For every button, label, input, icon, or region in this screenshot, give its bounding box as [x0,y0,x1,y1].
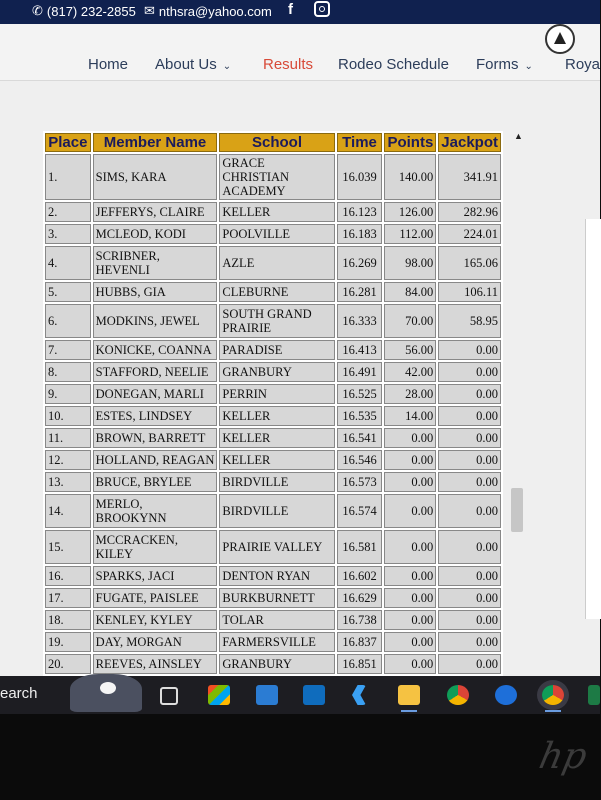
file-explorer-icon[interactable] [398,685,420,705]
cell-name: STAFFORD, NEELIE [93,362,218,382]
explorer-active-indicator [401,710,417,712]
cell-place: 19. [45,632,91,652]
cell-time: 16.281 [337,282,383,302]
cell-school: DENTON RYAN [219,566,334,586]
table-row [45,588,501,608]
cell-jackpot: 0.00 [438,362,501,382]
cell-name: FUGATE, PAISLEE [93,588,218,608]
edge-icon[interactable] [495,685,517,705]
cell-name: MCCRACKEN, KILEY [93,530,218,564]
cell-points: 42.00 [384,362,436,382]
cell-time: 16.738 [337,610,383,630]
cell-place: 15. [45,530,91,564]
phone-number: (817) 232-2855 [46,3,136,19]
cell-time: 16.183 [337,224,383,244]
cell-name: SCRIBNER, HEVENLI [93,246,218,280]
header-member-name: Member Name [93,133,218,152]
table-row [45,154,501,200]
cell-points: 0.00 [384,530,436,564]
cell-place: 10. [45,406,91,426]
cell-school: GRACE CHRISTIAN ACADEMY [219,154,334,200]
cell-school: SOUTH GRAND PRAIRIE [219,304,334,338]
cell-place: 17. [45,588,91,608]
nav-forms[interactable] [476,56,533,73]
table-row [45,202,501,222]
table-row [45,472,501,492]
cell-time: 16.629 [337,588,383,608]
nav-about-label: About Us [155,56,217,73]
cell-name: KENLEY, KYLEY [93,610,218,630]
chrome-icon[interactable] [447,685,469,705]
cell-name: BROWN, BARRETT [93,428,218,448]
cell-time: 16.039 [337,154,383,200]
cell-name: DAY, MORGAN [93,632,218,652]
cell-jackpot: 0.00 [438,384,501,404]
cell-name: SPARKS, JACI [93,566,218,586]
cell-school: KELLER [219,428,334,448]
cell-name: KONICKE, COANNA [93,340,218,360]
cell-place: 20. [45,654,91,674]
header-school: School [219,133,334,152]
cell-points: 0.00 [384,450,436,470]
cell-jackpot: 0.00 [438,632,501,652]
phone-link[interactable] [32,3,136,19]
cell-jackpot: 165.06 [438,246,501,280]
nav-about-us[interactable] [155,56,231,73]
cell-name: MCLEOD, KODI [93,224,218,244]
cell-time: 16.491 [337,362,383,382]
cell-place: 13. [45,472,91,492]
cell-jackpot: 224.01 [438,224,501,244]
scroll-up-arrow-icon[interactable]: ▲ [514,131,523,141]
header-time: Time [337,133,383,152]
cell-time: 16.269 [337,246,383,280]
cell-points: 112.00 [384,224,436,244]
cell-jackpot: 0.00 [438,566,501,586]
cell-points: 0.00 [384,494,436,528]
cell-school: KELLER [219,450,334,470]
cell-school: PERRIN [219,384,334,404]
cell-points: 0.00 [384,428,436,448]
site-logo[interactable] [545,24,575,54]
hp-logo: hp [535,736,591,777]
cell-points: 140.00 [384,154,436,200]
table-row [45,406,501,426]
cell-time: 16.602 [337,566,383,586]
cell-time: 16.581 [337,530,383,564]
instagram-icon[interactable] [314,1,330,17]
table-row [45,428,501,448]
header-jackpot: Jackpot [438,133,501,152]
cell-name: MODKINS, JEWEL [93,304,218,338]
cell-place: 4. [45,246,91,280]
email-address: nthsra@yahoo.com [158,3,272,19]
cell-name: HUBBS, GIA [93,282,218,302]
cell-jackpot: 0.00 [438,610,501,630]
cell-jackpot: 0.00 [438,530,501,564]
cell-name: MERLO, BROOKYNN [93,494,218,528]
cell-time: 16.573 [337,472,383,492]
cell-place: 14. [45,494,91,528]
nav-roya[interactable]: Roya [565,56,601,73]
cell-points: 28.00 [384,384,436,404]
header-points: Points [384,133,436,152]
cell-time: 16.541 [337,428,383,448]
email-link[interactable] [144,3,272,19]
windows-taskbar [0,676,600,714]
cell-time: 16.546 [337,450,383,470]
cell-points: 0.00 [384,472,436,492]
cell-time: 16.574 [337,494,383,528]
cell-jackpot: 0.00 [438,406,501,426]
chevron-down-icon: ⌄ [524,61,533,72]
table-row [45,450,501,470]
cell-place: 18. [45,610,91,630]
cell-time: 16.123 [337,202,383,222]
cell-time: 16.333 [337,304,383,338]
cell-points: 56.00 [384,340,436,360]
cell-jackpot: 0.00 [438,340,501,360]
contact-bar [0,0,600,24]
cell-school: AZLE [219,246,334,280]
cell-place: 8. [45,362,91,382]
mail-icon[interactable] [256,685,278,705]
cell-school: TOLAR [219,610,334,630]
nav-results[interactable]: Results [263,56,314,73]
content-area [0,81,600,676]
cell-place: 11. [45,428,91,448]
excel-icon[interactable] [588,685,600,705]
cell-name: REEVES, AINSLEY [93,654,218,674]
cell-school: PRAIRIE VALLEY [219,530,334,564]
cell-time: 16.837 [337,632,383,652]
cell-time: 16.525 [337,384,383,404]
table-row [45,610,501,630]
cell-jackpot: 58.95 [438,304,501,338]
outlook-icon[interactable] [303,685,325,705]
page-scrollbar-thumb[interactable] [511,488,523,532]
results-table-frame[interactable] [43,131,503,676]
cell-name: BRUCE, BRYLEE [93,472,218,492]
results-table [43,131,503,720]
chrome-active-icon[interactable] [542,685,564,705]
task-view-icon[interactable] [160,687,178,705]
cell-points: 0.00 [384,610,436,630]
cell-name: HOLLAND, REAGAN [93,450,218,470]
cell-name: JEFFERYS, CLAIRE [93,202,218,222]
cell-time: 16.535 [337,406,383,426]
cell-time: 16.851 [337,654,383,674]
nav-home[interactable]: Home [88,56,129,73]
phone-icon: ✆ [32,3,43,18]
table-row [45,340,501,360]
vscode-icon[interactable] [352,685,366,705]
cell-name: DONEGAN, MARLI [93,384,218,404]
cell-place: 7. [45,340,91,360]
cell-time: 16.413 [337,340,383,360]
cell-points: 0.00 [384,566,436,586]
cell-jackpot: 106.11 [438,282,501,302]
cell-points: 126.00 [384,202,436,222]
store-icon[interactable] [208,685,230,705]
table-row [45,384,501,404]
cell-jackpot: 0.00 [438,450,501,470]
cell-jackpot: 0.00 [438,428,501,448]
cell-name: SIMS, KARA [93,154,218,200]
cell-jackpot: 0.00 [438,588,501,608]
cell-place: 12. [45,450,91,470]
cell-place: 3. [45,224,91,244]
main-nav [0,24,600,81]
mail-icon: ✉ [144,3,155,18]
cell-jackpot: 341.91 [438,154,501,200]
taskbar-search[interactable]: earch [0,685,38,702]
cell-school: CLEBURNE [219,282,334,302]
table-row [45,304,501,338]
cell-points: 0.00 [384,654,436,674]
table-header-row [45,133,501,152]
cell-place: 2. [45,202,91,222]
table-row [45,654,501,674]
header-place: Place [45,133,91,152]
cell-place: 16. [45,566,91,586]
cell-school: POOLVILLE [219,224,334,244]
cell-jackpot: 0.00 [438,654,501,674]
cell-school: PARADISE [219,340,334,360]
cell-jackpot: 0.00 [438,494,501,528]
search-highlight-icon[interactable] [70,674,142,712]
cell-jackpot: 282.96 [438,202,501,222]
cell-points: 84.00 [384,282,436,302]
cell-school: BIRDVILLE [219,472,334,492]
results-body [45,154,501,718]
cell-points: 0.00 [384,632,436,652]
cell-points: 0.00 [384,588,436,608]
cell-points: 14.00 [384,406,436,426]
cell-points: 70.00 [384,304,436,338]
chrome-active-indicator [545,710,561,712]
cell-points: 98.00 [384,246,436,280]
table-row [45,494,501,528]
table-row [45,362,501,382]
table-row [45,530,501,564]
table-row [45,566,501,586]
monitor-bezel [0,714,600,800]
table-row [45,282,501,302]
cell-place: 5. [45,282,91,302]
cell-place: 6. [45,304,91,338]
cell-school: GRANBURY [219,654,334,674]
cell-school: KELLER [219,406,334,426]
chevron-down-icon: ⌄ [222,61,232,72]
cell-school: BURKBURNETT [219,588,334,608]
side-panel-edge [585,219,601,619]
table-row [45,632,501,652]
nav-rodeo-schedule[interactable]: Rodeo Schedule [338,56,449,73]
cell-place: 9. [45,384,91,404]
facebook-icon[interactable]: f [288,1,293,18]
cell-school: GRANBURY [219,362,334,382]
cell-jackpot: 0.00 [438,472,501,492]
cell-school: BIRDVILLE [219,494,334,528]
table-row [45,224,501,244]
cell-name: ESTES, LINDSEY [93,406,218,426]
table-row [45,246,501,280]
cell-school: FARMERSVILLE [219,632,334,652]
nav-forms-label: Forms [476,56,519,73]
cell-place: 1. [45,154,91,200]
cell-school: KELLER [219,202,334,222]
